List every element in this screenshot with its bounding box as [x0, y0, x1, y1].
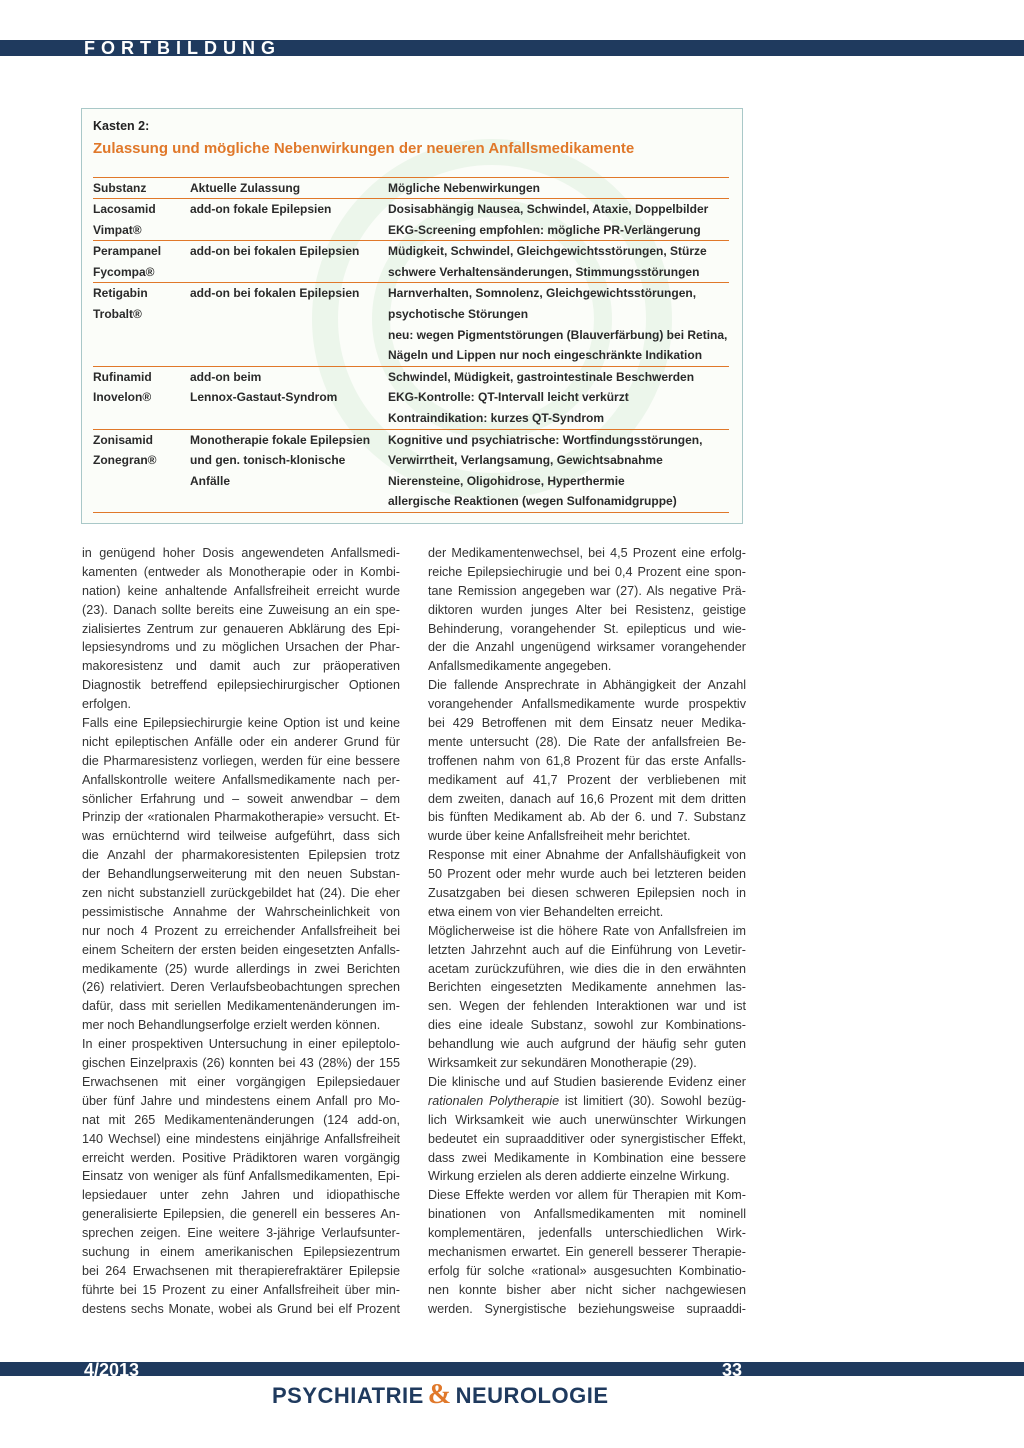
table-cell-text: Lennox-Gastaut-Syndrom [190, 390, 338, 405]
effects-cell [388, 491, 729, 512]
table-cell-text: Kognitive und psychiatrische: Wortfindungsstörungen, [388, 432, 703, 447]
text-line: der die Anzahl ungenügend wirksamer vorangehender [428, 640, 746, 655]
text-line: pessimistische Annahme der Wahrscheinlichkeit von [82, 904, 400, 919]
journal-name-left: PSYCHIATRIE [272, 1383, 424, 1408]
table-cell-text: add-on fokale Epilepsien [190, 202, 332, 216]
box-kicker: Kasten 2: [93, 119, 150, 133]
table-cell-text: schwere Verhaltensänderungen, Stimmungsstörungen [388, 264, 700, 279]
text-line: nur noch 4 Prozent zu erreichender Anfallsfreiheit bei [82, 923, 400, 938]
text-line: mente untersucht (28). Die Rate der anfallsfreien Be- [428, 734, 746, 749]
substance-cell [93, 450, 190, 471]
text-line: bei 264 Erwachsenen mit therapierefraktärer Epilepsie [82, 1263, 400, 1278]
text-line: komplementären, jedenfalls unterschiedlichen Wirk- [428, 1226, 746, 1241]
table-cell-text: Verwirrtheit, Verlangsamung, Gewichtsabnahme [388, 453, 663, 468]
text-line: Möglicherweise ist die höhere Rate von Anfallsfreien im [428, 923, 746, 938]
text-line: Response mit einer Abnahme der Anfallshäufigkeit von [428, 848, 746, 863]
effects-cell [388, 429, 729, 450]
table-row [93, 283, 729, 304]
text-line: zen nicht substanziell zurückgebildet hat (24). Die eher [82, 886, 400, 901]
table-row [93, 241, 729, 262]
table-cell-text: Anfälle [190, 473, 231, 488]
text-line: Berichten eingesetzten Medikamente annehmen las- [428, 980, 746, 995]
text-line: Erwachsenen mit einer vorgängigen Epilepsiedauer [82, 1074, 400, 1089]
page-number: 33 [722, 1360, 743, 1380]
text-line: dafür, dass mit seriellen Medikamentenänderungen im- [82, 999, 400, 1014]
text-line: erfolgen. [82, 697, 132, 712]
approval-cell [190, 283, 388, 304]
text-line: Diagnostik betreffend epilepsiechirurgischer Optionen [82, 678, 400, 693]
text-line: troffenen nahm von 61,8 Prozent für das erste Anfalls- [428, 753, 746, 768]
text-line: Prinzip der «rationalen Pharmakotherapie» versucht. Et- [82, 810, 400, 825]
text-line: rationalen Polytherapie ist limitiert (30). Sowohl bezüg- [428, 1093, 746, 1108]
text-line: erfolg für solche «rational» ausgesuchten Kombinatio- [428, 1263, 746, 1278]
table-cell-text: psychotische Störungen [388, 306, 529, 321]
table-cell-text [190, 262, 388, 283]
table-cell-text: Lacosamid [93, 202, 156, 216]
text-line: in genügend hoher Dosis angewendeten Anfallsmedi- [82, 546, 400, 560]
table-cell-text [93, 345, 190, 366]
approval-cell [190, 408, 388, 429]
table-cell-text: Dosisabhängig Nausea, Schwindel, Ataxie, Doppelbilder [388, 202, 709, 216]
text-line: werden. Synergistische beziehungsweise supraaddi- [428, 1301, 746, 1316]
section-label: FORTBILDUNG [84, 38, 281, 58]
approval-cell [190, 199, 388, 220]
table-cell-text: Monotherapie fokale Epilepsien [190, 432, 371, 447]
text-line: Anfallsmedikamente angegeben. [428, 659, 612, 674]
issue-number: 4/2013 [84, 1360, 140, 1380]
text-line: gischen Einzelpraxis (26) konnten bei 43 (28%) der 155 [82, 1056, 400, 1071]
table-row [93, 345, 729, 366]
text-line: zialisiertes Zentrum zur genaueren Abklärung des Epi- [82, 621, 400, 636]
table-cell-text: EKG-Screening empfohlen: mögliche PR-Verlängerung [388, 222, 701, 237]
text-line: reiche Epilepsiechirugie und bei 0,4 Prozent eine spon- [428, 564, 746, 579]
table-row [93, 220, 729, 241]
table-cell-text: allergische Reaktionen (wegen Sulfonamidgruppe) [388, 494, 677, 509]
body-column-left [82, 544, 400, 1319]
effects-cell [388, 450, 729, 471]
text-line: erreicht werden. Positive Prädiktoren waren vorgängig [82, 1150, 400, 1165]
table-header-row [93, 178, 729, 199]
substance-cell [93, 408, 190, 429]
approval-cell [190, 491, 388, 512]
substance-cell [93, 429, 190, 450]
table-cell-text: Perampanel [93, 244, 162, 259]
table-cell-text: Trobalt® [93, 306, 142, 321]
text-line: der Medikamentenwechsel, bei 4,5 Prozent eine erfolg- [428, 546, 746, 560]
box-title: Zulassung und mögliche Nebenwirkungen der neueren Anfallsmedikamente [93, 140, 635, 157]
table-cell-text: Zonegran® [93, 453, 157, 468]
table-cell-text: Schwindel, Müdigkeit, gastrointestinale Beschwerden [388, 369, 695, 384]
text-line: makoresistenz und damit auch zur präoperativen [82, 659, 400, 674]
text-line: mechanismen erwartet. Ein generell besserer Therapie- [428, 1244, 746, 1259]
table-row [93, 387, 729, 408]
substance-cell [93, 262, 190, 283]
table-row [93, 199, 729, 220]
table-body [93, 199, 729, 513]
text-line: suchung in einem amerikanischen Epilepsiezentrum [82, 1244, 400, 1259]
text-line: wurde über keine Anfallsfreiheit mehr berichtet. [428, 829, 691, 844]
table-row [93, 491, 729, 512]
journal-ampersand: & [427, 1379, 452, 1410]
text-line: Wirksamkeit zur sekundären Monotherapie (29). [428, 1056, 697, 1071]
table-cell-text: neu: wegen Pigmentstörungen (Blauverfärbung) bei Retina, [388, 327, 728, 342]
effects-cell [388, 366, 729, 387]
table-row [93, 450, 729, 471]
text-line: Diese Effekte werden vor allem für Therapien mit Kom- [428, 1188, 746, 1203]
text-line: nat mit 265 Medikamentenänderungen (124 add-on, [82, 1112, 400, 1127]
text-line: vorangehender Anfallsmedikamente wurde prospektiv [428, 697, 746, 712]
footer-bar [0, 1362, 1024, 1376]
table-cell-text: Zonisamid [93, 432, 154, 447]
table-cell-text: Fycompa® [93, 264, 155, 279]
table-cell-text: Retigabin [93, 286, 148, 301]
substance-cell [93, 387, 190, 408]
text-line: 140 Wechsel) eine mindestens einjährige Anfallsfreiheit [82, 1131, 400, 1146]
table-row [93, 262, 729, 283]
text-line: dass zwei Medikamente in Kombination eine bessere [428, 1150, 746, 1165]
text-line: letzten Jahrzehnt auch auf die Einführung von Levetir- [428, 942, 746, 957]
table-cell-text: Nägeln und Lippen nur noch eingeschränkte Indikation [388, 348, 703, 363]
text-line: führte bei 15 Prozent zu einer Anfallsfreiheit über min- [82, 1282, 400, 1297]
table-row [93, 325, 729, 346]
table-cell-text [93, 408, 190, 429]
text-line: die Anzahl der pharmakoresistenten Epilepsien trotz [82, 848, 400, 863]
table-cell-text [190, 408, 388, 429]
approval-cell [190, 450, 388, 471]
text-line: tane Remission angegeben war (27). Als negative Prä- [428, 583, 746, 598]
effects-cell [388, 387, 729, 408]
table-cell-text: Rufinamid [93, 369, 152, 384]
effects-cell [388, 471, 729, 492]
text-line: nicht epileptischen Anfälle oder ein anderer Grund für [82, 734, 400, 749]
table-cell-text [190, 220, 388, 241]
text-line: der Behandlungserweiterung mit den neuen Substan- [82, 867, 400, 882]
text-line: Die klinische und auf Studien basierende Evidenz einer [428, 1074, 746, 1089]
effects-cell [388, 345, 729, 366]
text-line: Zusatzgaben bei diesen schweren Epilepsien noch in [428, 886, 746, 901]
table-row [93, 366, 729, 387]
column-header: Substanz [93, 178, 190, 199]
approval-cell [190, 325, 388, 346]
table-cell-text [190, 325, 388, 346]
text-line: behandlung wie auch aufgrund der häufig sehr guten [428, 1037, 746, 1052]
text-line: generalisierte Epilepsien, die generell ein besseres An- [82, 1207, 400, 1222]
table-cell-text [93, 491, 190, 512]
text-line: über fünf Jahre und mindestens einem Anfall pro Mo- [82, 1093, 400, 1108]
effects-cell [388, 408, 729, 429]
text-line: die Pharmaresistenz vorliegen, werden für eine bessere [82, 753, 400, 768]
text-line: Anfallskontrolle weitere Anfallsmedikamente nach per- [82, 772, 400, 787]
text-line: medikamente (25) wurde allerdings in zwei Berichten [82, 961, 400, 976]
info-box [81, 108, 743, 524]
effects-cell [388, 199, 729, 220]
approval-cell [190, 262, 388, 283]
text-line: In einer prospektiven Untersuchung in einer epileptolo- [82, 1037, 400, 1052]
text-line: lepsiesyndroms und zu möglichen Ursachen der Phar- [82, 640, 400, 655]
approval-cell [190, 220, 388, 241]
substance-cell [93, 241, 190, 262]
table-cell-text [93, 471, 190, 492]
effects-cell [388, 241, 729, 262]
substance-cell [93, 283, 190, 304]
table-cell-text: Harnverhalten, Somnolenz, Gleichgewichtsstörungen, [388, 286, 697, 301]
effects-cell [388, 262, 729, 283]
effects-cell [388, 283, 729, 304]
approval-cell [190, 241, 388, 262]
approval-cell [190, 366, 388, 387]
table-row [93, 304, 729, 325]
journal-name [272, 1380, 609, 1411]
effects-cell [388, 220, 729, 241]
table-cell-text [93, 325, 190, 346]
substance-cell [93, 304, 190, 325]
emphasis: rationalen Polytherapie [428, 1093, 560, 1108]
substance-cell [93, 471, 190, 492]
text-line: sen. Wegen der fehlenden Interaktionen war und ist [428, 999, 746, 1014]
text-line: einem Scheitern der ersten beiden eingesetzten Anfalls- [82, 942, 400, 957]
approval-cell [190, 345, 388, 366]
text-line: Die fallende Ansprechrate in Abhängigkeit der Anzahl [428, 678, 746, 693]
substance-cell [93, 345, 190, 366]
table-cell-text [190, 345, 388, 366]
substance-cell [93, 491, 190, 512]
approval-cell [190, 471, 388, 492]
text-line: lich Wirksamkeit wie auch unerwünschter Wirkungen [428, 1112, 746, 1127]
text-line: 50 Prozent oder mehr wurde auch bei letzteren beiden [428, 867, 746, 882]
table-cell-text: und gen. tonisch-klonische [190, 453, 346, 468]
text-line: medikament auf 41,7 Prozent der verbliebenen mit [428, 772, 746, 787]
approval-cell [190, 429, 388, 450]
text-line: bedeutet ein supraadditiver oder synergistischer Effekt, [428, 1131, 746, 1146]
effects-cell [388, 325, 729, 346]
table-cell-text: Müdigkeit, Schwindel, Gleichgewichtsstörungen, Stürze [388, 244, 707, 259]
substance-cell [93, 366, 190, 387]
column-header: Mögliche Nebenwirkungen [388, 178, 729, 199]
text-line: sönlicher Erfahrung und – soweit anwendbar – dem [82, 791, 400, 806]
text-line: dem zweiten, danach auf 16,6 Prozent mit dem dritten [428, 791, 746, 806]
body-column-right [428, 544, 746, 1319]
table-cell-text: Vimpat® [93, 222, 142, 237]
text-line: mer noch Behandlungserfolge erzielt werden können. [82, 1018, 381, 1033]
text-line: sprechen zeigen. Eine weitere 3-jährige Verlaufsunter- [82, 1226, 400, 1241]
drug-table [93, 177, 729, 513]
text-line: (26) relativiert. Deren Verlaufsbeobachtungen sprechen [82, 980, 400, 995]
text-line: bis fünften Medikament ab. Ab der 6. und 7. Substanz [428, 810, 746, 825]
text-line: Behinderung, vorangehender St. epilepticus und wie- [428, 621, 746, 636]
approval-cell [190, 304, 388, 325]
table-row [93, 408, 729, 429]
text-line: binationen von Anfallsmedikamenten mit nominell [428, 1207, 746, 1222]
journal-name-right: NEUROLOGIE [455, 1383, 609, 1408]
table-cell-text: Inovelon® [93, 390, 152, 405]
text-line: Wirkung erzielen als deren addierte einzelne Wirkung. [428, 1169, 730, 1184]
table-cell-text: Nierensteine, Oligohidrose, Hyperthermie [388, 473, 625, 488]
text-line: dies eine ideale Substanz, sowohl zur Kombinations- [428, 1018, 746, 1033]
approval-cell [190, 387, 388, 408]
table-row [93, 471, 729, 492]
text-line: nen konnte bisher aber nicht sicher nachgewiesen [428, 1282, 746, 1297]
text-line: nation) keine anhaltende Anfallsfreiheit erreicht wurde [82, 583, 400, 598]
text-line: lepsiedauer unter zehn Jahren und idiopathische [82, 1188, 400, 1203]
substance-cell [93, 325, 190, 346]
column-header: Aktuelle Zulassung [190, 178, 388, 199]
text-line: bei 429 Betroffenen mit dem Einsatz neuer Medika- [428, 716, 746, 731]
text-line: diktoren wurden junges Alter bei Resistenz, geistige [428, 602, 746, 617]
text-line: Einsatz von weniger als fünf Anfallsmedikamenten, Epi- [82, 1169, 400, 1184]
table-cell-text: add-on bei fokalen Epilepsien [190, 244, 360, 259]
effects-cell [388, 304, 729, 325]
text-line: (23). Danach sollte bereits eine Zuweisung an ein spe- [82, 602, 400, 617]
table-cell-text: EKG-Kontrolle: QT-Intervall leicht verkürzt [388, 390, 629, 405]
text-line: kamenten (entweder als Monotherapie oder in Kombi- [82, 564, 400, 579]
text-line: acetam zurückzuführen, wie dies die in den erwähnten [428, 961, 746, 976]
substance-cell [93, 199, 190, 220]
table-row [93, 429, 729, 450]
text-line: Falls eine Epilepsiechirurgie keine Option ist und keine [82, 716, 400, 731]
text-line: destens sechs Monate, wobei als Grund bei elf Prozent [82, 1301, 400, 1316]
table-cell-text [190, 304, 388, 325]
text-line: etwa einem von vier Behandelten erreicht. [428, 904, 664, 919]
text-line: was ernüchternd wird teilweise aufgeführt, dass sich [82, 829, 400, 844]
table-cell-text: add-on bei fokalen Epilepsien [190, 286, 360, 301]
table-cell-text: add-on beim [190, 369, 262, 384]
table-cell-text [190, 491, 388, 512]
table-cell-text: Kontraindikation: kurzes QT-Syndrom [388, 410, 605, 425]
substance-cell [93, 220, 190, 241]
